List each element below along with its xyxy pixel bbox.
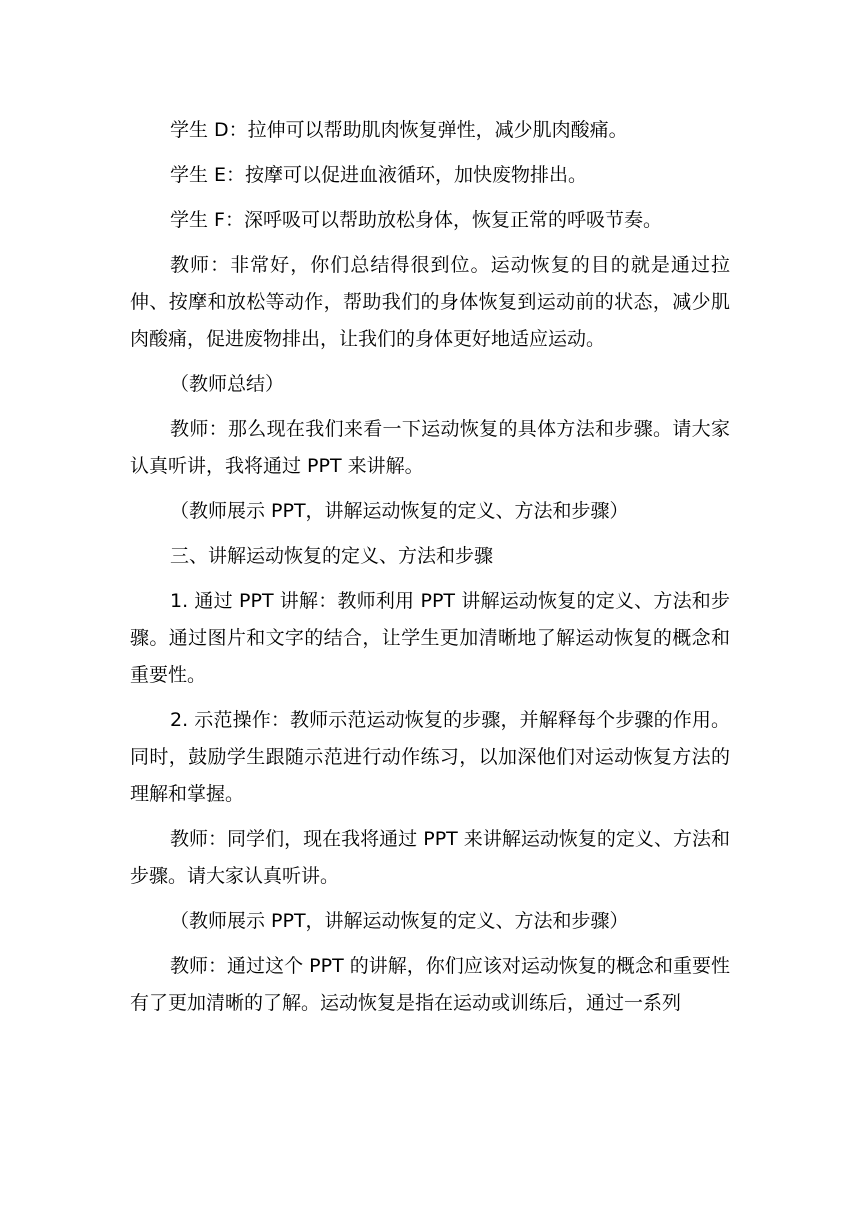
paragraph-student-e: 学生 E：按摩可以促进血液循环，加快废物排出。 — [170, 164, 588, 186]
paragraph-teacher-summary: 教师：非常好，你们总结得很到位。运动恢复的目的就是通过拉伸、按摩和放松等动作，帮助我们的身体恢复到运动前的状态，减少肌肉酸痛，促进废物排出，让我们的身体更好地适应运动。 — [130, 254, 730, 350]
list-item-2: 2. 示范操作：教师示范运动恢复的步骤，并解释每个步骤的作用。同时，鼓励学生跟随示范进行动作练习，以加深他们对运动恢复方法的理解和掌握。 — [130, 709, 730, 805]
paragraph-teacher-intro-ppt: 教师：那么现在我们来看一下运动恢复的具体方法和步骤。请大家认真听讲，我将通过 PPT 来讲解。 — [130, 418, 730, 477]
paragraph-stage-direction-summary: （教师总结） — [170, 373, 285, 395]
paragraph-teacher-ppt-announce: 教师：同学们，现在我将通过 PPT 来讲解运动恢复的定义、方法和步骤。请大家认真听讲。 — [130, 828, 730, 887]
paragraph-student-d: 学生 D：拉伸可以帮助肌肉恢复弹性，减少肌肉酸痛。 — [170, 119, 628, 141]
section-heading: 三、讲解运动恢复的定义、方法和步骤 — [170, 545, 494, 567]
paragraph-stage-direction-ppt: （教师展示 PPT，讲解运动恢复的定义、方法和步骤） — [170, 500, 629, 522]
list-item-1: 1. 通过 PPT 讲解：教师利用 PPT 讲解运动恢复的定义、方法和步骤。通过图片和文字的结合，让学生更加清晰地了解运动恢复的概念和重要性。 — [130, 590, 730, 686]
paragraph-student-f: 学生 F：深呼吸可以帮助放松身体，恢复正常的呼吸节奏。 — [170, 209, 662, 231]
paragraph-teacher-conclusion: 教师：通过这个 PPT 的讲解，你们应该对运动恢复的概念和重要性有了更加清晰的了解。运动恢复是指在运动或训练后，通过一系列 — [130, 955, 730, 1014]
document-body — [130, 112, 730, 1030]
paragraph-stage-direction-ppt-2: （教师展示 PPT，讲解运动恢复的定义、方法和步骤） — [170, 910, 629, 932]
